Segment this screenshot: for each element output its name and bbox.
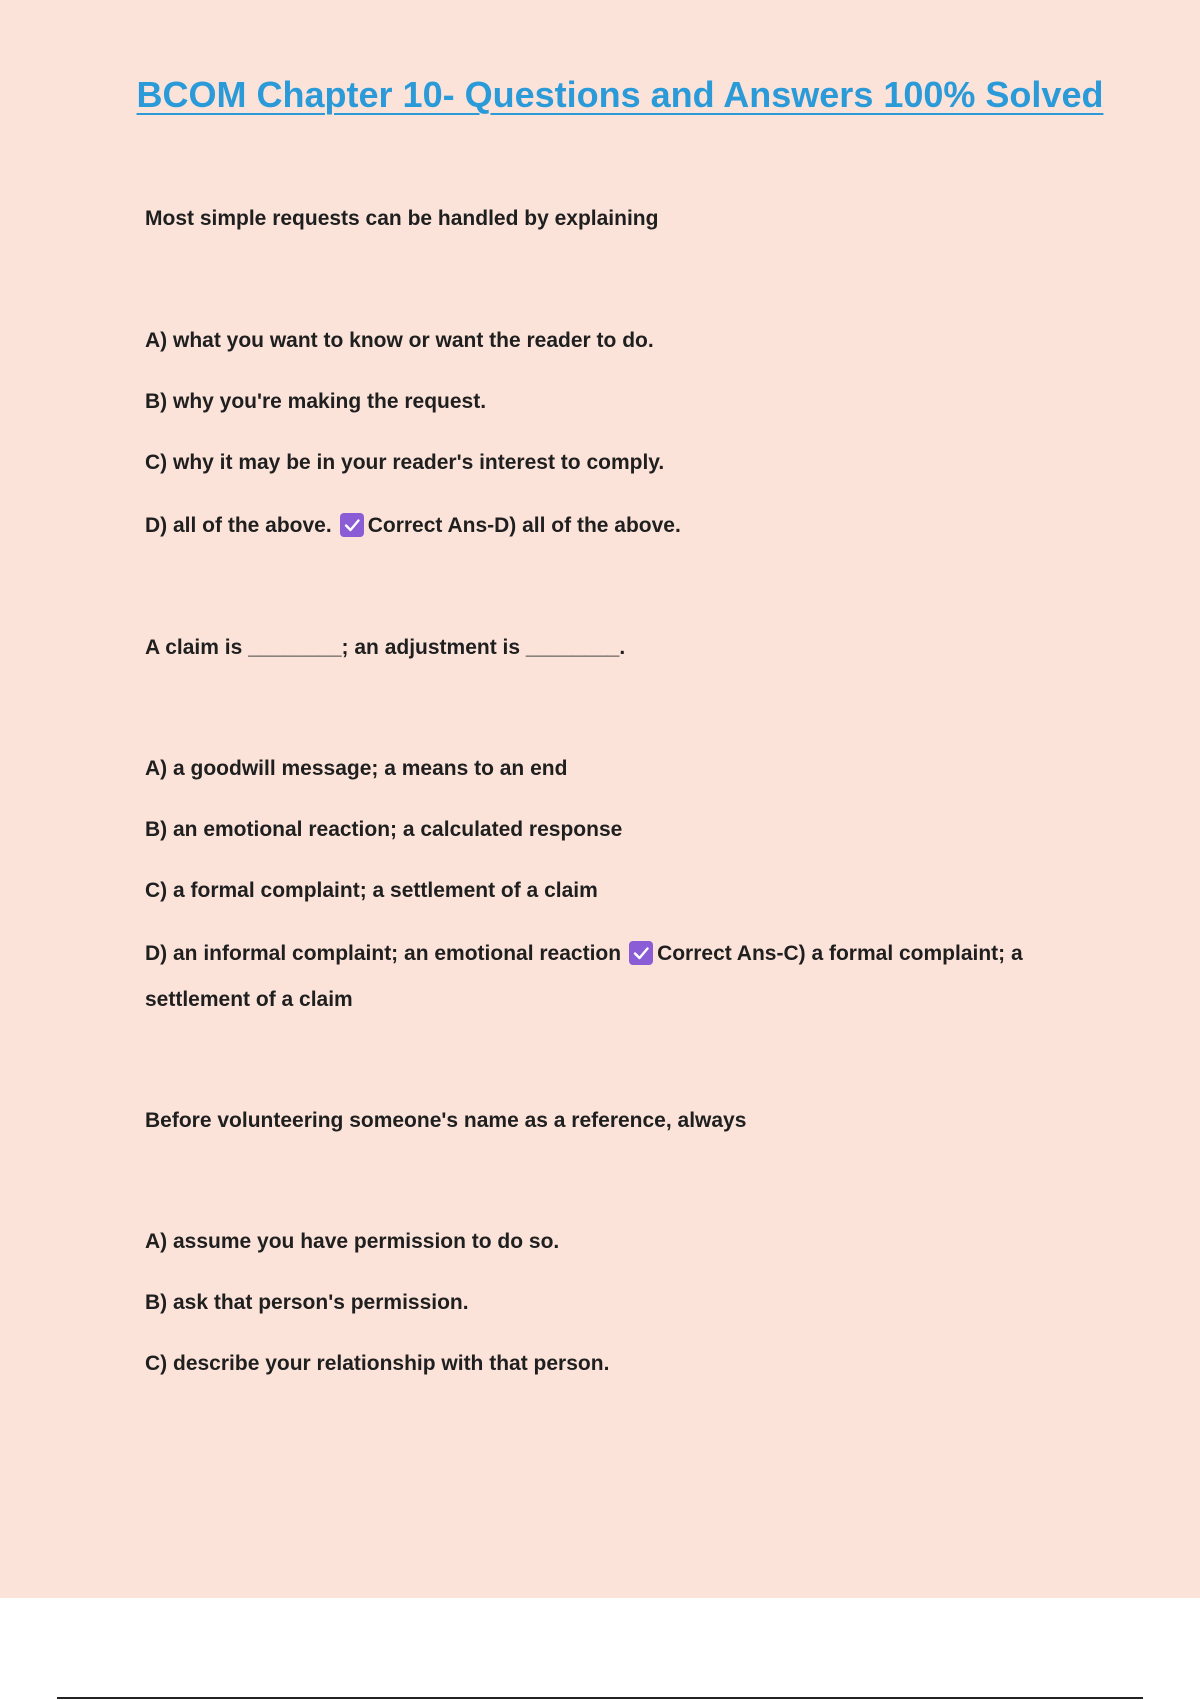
question-1: Most simple requests can be handled by explaining [145, 207, 659, 230]
footer-rule [57, 1697, 1143, 1699]
q2-option-d: D) an informal complaint; an emotional reaction [145, 942, 622, 965]
question-3: Before volunteering someone's name as a reference, always [145, 1109, 747, 1132]
page-title: BCOM Chapter 10- Questions and Answers 100% Solved [136, 74, 1104, 115]
q3-option-a: A) assume you have permission to do so. [145, 1230, 560, 1253]
q1-option-c: C) why it may be in your reader's interest to comply. [145, 451, 665, 474]
question-2: A claim is ________; an adjustment is ________. [145, 636, 626, 659]
q1-option-d: D) all of the above. [145, 514, 332, 537]
q2-option-d-row [145, 941, 1023, 966]
q1-option-a: A) what you want to know or want the reader to do. [145, 329, 654, 352]
q2-correct-answer: Correct Ans-C) a formal complaint; a [657, 942, 1023, 965]
q2-correct-answer-cont: settlement of a claim [145, 988, 353, 1011]
q2-option-b: B) an emotional reaction; a calculated response [145, 818, 623, 841]
q3-option-c: C) describe your relationship with that person. [145, 1352, 610, 1375]
q1-correct-answer: Correct Ans-D) all of the above. [367, 514, 681, 537]
checkmark-icon [340, 513, 364, 537]
q2-option-a: A) a goodwill message; a means to an end [145, 757, 568, 780]
checkmark-icon [629, 941, 653, 965]
q1-option-d-row [145, 513, 681, 538]
q3-option-b: B) ask that person's permission. [145, 1291, 469, 1314]
q2-option-c: C) a formal complaint; a settlement of a claim [145, 879, 598, 902]
q1-option-b: B) why you're making the request. [145, 390, 487, 413]
